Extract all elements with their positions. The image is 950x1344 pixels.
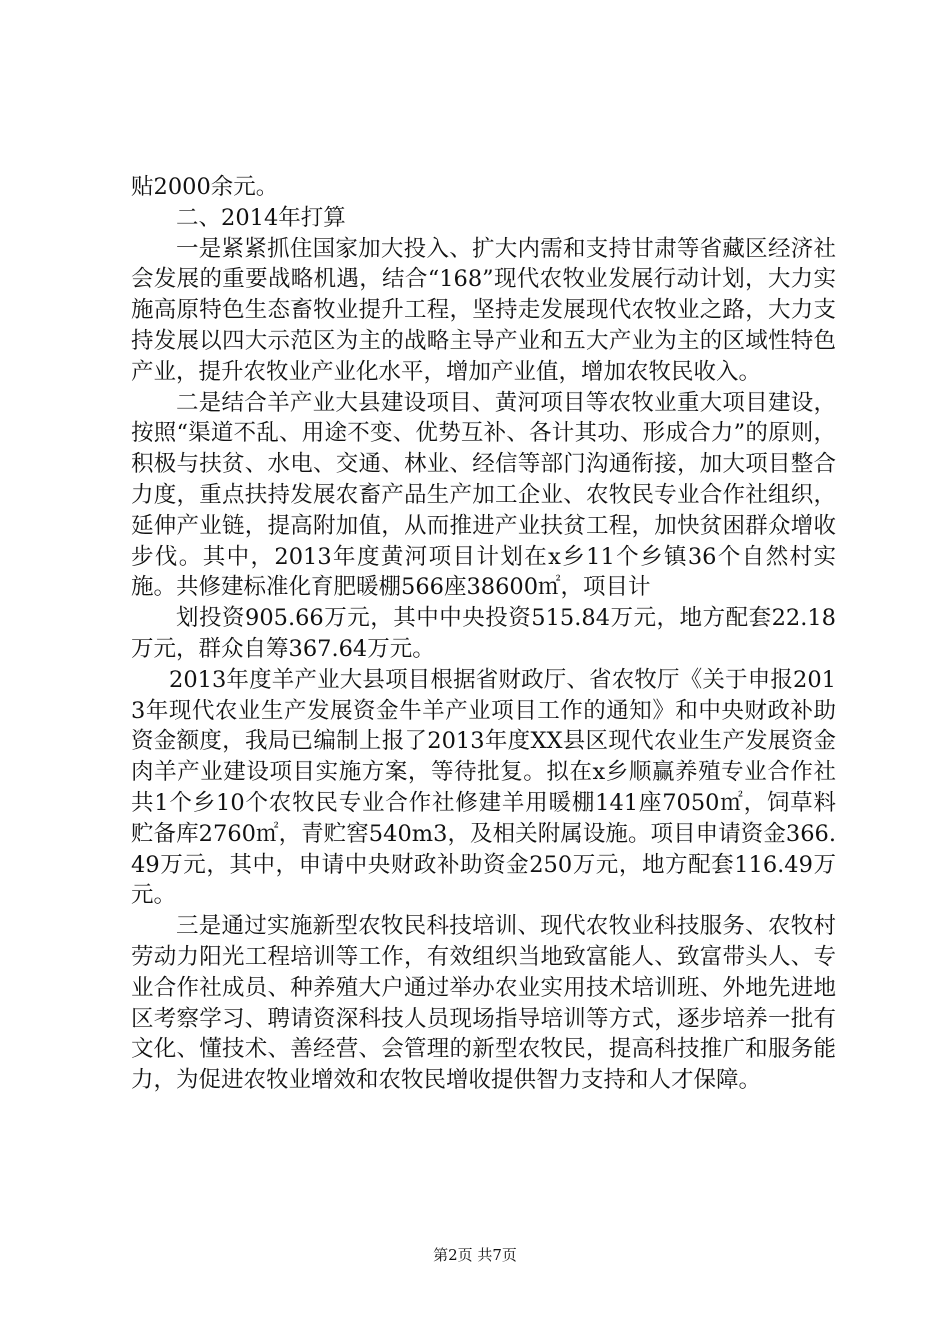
page-number-footer: 第2页 共7页 xyxy=(433,1246,517,1264)
document-body xyxy=(131,172,836,1096)
paragraph-point-one: 一是紧紧抓住国家加大投入、扩大内需和支持甘肃等省藏区经济社会发展的重要战略机遇，结合“168”现代农牧业发展行动计划，大力实施高原特色生态畜牧业提升工程，坚持走发展现代农牧业之路，大力支持发展以四大示范区为主的战略主导产业和五大产业为主的区域性特色产业，提升农牧业产业化水平，增加产业值，增加农牧民收入。 xyxy=(131,235,836,385)
paragraph-investment-figures: 划投资905.66万元，其中中央投资515.84万元，地方配套22.18万元，群众自筹367.64万元。 xyxy=(131,605,836,662)
section-heading-2014-plan: 二、2014年打算 xyxy=(176,204,346,231)
paragraph-subsidy-continuation: 贴2000余元。 xyxy=(131,174,279,200)
paragraph-sheep-industry-project: 2013年度羊产业大县项目根据省财政厅、省农牧厅《关于申报2013年现代农业生产发展资金牛羊产业项目工作的通知》和中央财政补助资金额度，我局已编制上报了2013年度XX县区现代农业生产发展资金肉羊产业建设项目实施方案，等待批复。拟在x乡顺赢养殖专业合作社共1个乡10个农牧民专业合作社修建羊用暖棚141座7050㎡，饲草料贮备库2760㎡，青贮窖540m3，及相关附属设施。项目申请资金366.49万元，其中，申请中央财政补助资金250万元，地方配套116.49万元。 xyxy=(131,666,836,909)
paragraph-point-three: 三是通过实施新型农牧民科技培训、现代农牧业科技服务、农牧村劳动力阳光工程培训等工作，有效组织当地致富能人、致富带头人、专业合作社成员、种养殖大户通过举办农业实用技术培训班、外地先进地区考察学习、聘请资深科技人员现场指导培训等方式，逐步培养一批有文化、懂技术、善经营、会管理的新型农牧民，提高科技推广和服务能力，为促进农牧业增效和农牧民增收提供智力支持和人才保障。 xyxy=(131,913,836,1094)
paragraph-point-two: 二是结合羊产业大县建设项目、黄河项目等农牧业重大项目建设，按照“渠道不乱、用途不变、优势互补、各计其功、形成合力”的原则，积极与扶贫、水电、交通、林业、经信等部门沟通衔接，加大项目整合力度，重点扶持发展农畜产品生产加工企业、农牧民专业合作社组织，延伸产业链，提高附加值，从而推进产业扶贫工程，加快贫困群众增收步伐。其中，2013年度黄河项目计划在x乡11个乡镇36个自然村实施。共修建标准化育肥暖棚566座38600㎡，项目计 xyxy=(131,389,836,601)
